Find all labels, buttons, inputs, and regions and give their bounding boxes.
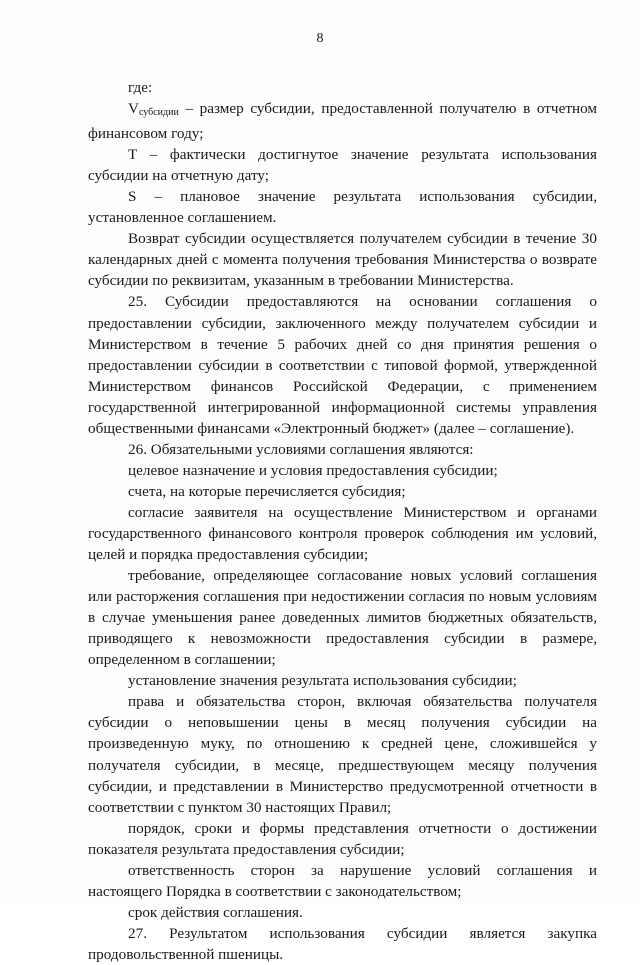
paragraph-clause-27: 27. Результатом использования субсидии является закупка продовольственной пшеницы. [88,924,597,963]
list-item: требование, определяющее согласование новых условий соглашения или расторжения соглашения при недостижении согласия по новым условиям в случае уменьшения ранее доведенных лимитов бюджетных обязательств, приводящего к невозможности предоставления субсидии в размере, определенном в соглашении; [88,567,597,669]
list-item: порядок, сроки и формы представления отчетности о достижении показателя результата предоставления субсидии; [88,819,597,858]
page-number: 8 [316,31,324,46]
document-body [88,77,597,965]
paragraph: T – фактически достигнутое значение результата использования субсидии на отчетную дату; [88,146,597,185]
list-item: согласие заявителя на осуществление Министерством и органами государственного финансового контроля проверок соблюдения им условий, целей и порядка предоставления субсидии; [88,503,597,564]
formula-symbol-v: V [128,100,139,118]
paragraph: S – плановое значение результата использования субсидии, установленное соглашением. [88,188,597,227]
list-item: права и обязательства сторон, включая обязательства получателя субсидии о неповышении цены в месяц получения субсидии на произведенную муку, по отношению к средней цене, сложившейся у получателя субсидии, в месяце, предшествующем месяцу получения субсидии, и представлении в Министерство предусмотренной отчетности в соответствии с пунктом 30 настоящих Правил; [88,693,597,816]
paragraph: где: [128,79,153,96]
list-item: счета, на которые перечисляется субсидия; [128,482,406,500]
paragraph-text: – размер субсидии, предоставленной получателю в отчетном финансовом году; [88,100,597,143]
paragraph: Возврат субсидии осуществляется получателем субсидии в течение 30 календарных дней с момента получения требования Министерства о возврате субсидии по реквизитам, указанным в требовании Министерства. [88,230,597,290]
paragraph-v-definition [88,98,597,144]
list-item: установление значения результата использования субсидии; [128,672,517,690]
paragraph-clause-26: 26. Обязательными условиями соглашения являются: [128,440,474,458]
formula-subscript: субсидии [138,107,179,119]
list-item: целевое назначение и условия предоставления субсидии; [128,461,498,479]
list-item: срок действия соглашения. [128,903,303,921]
paragraph-clause-25: 25. Субсидии предоставляются на основании соглашения о предоставлении субсидии, заключенного между получателем субсидии и Министерством в течение 5 рабочих дней со дня принятия решения о предоставлении субсидии в соответствии с типовой формой, утвержденной Министерством финансов Российской Федерации, с применением государственной интегрированной информационной системы управления общественными финансами «Электронный бюджет» (далее – соглашение). [88,293,597,437]
list-item: ответственность сторон за нарушение условий соглашения и настоящего Порядка в соответствии с законодательством; [88,861,597,900]
